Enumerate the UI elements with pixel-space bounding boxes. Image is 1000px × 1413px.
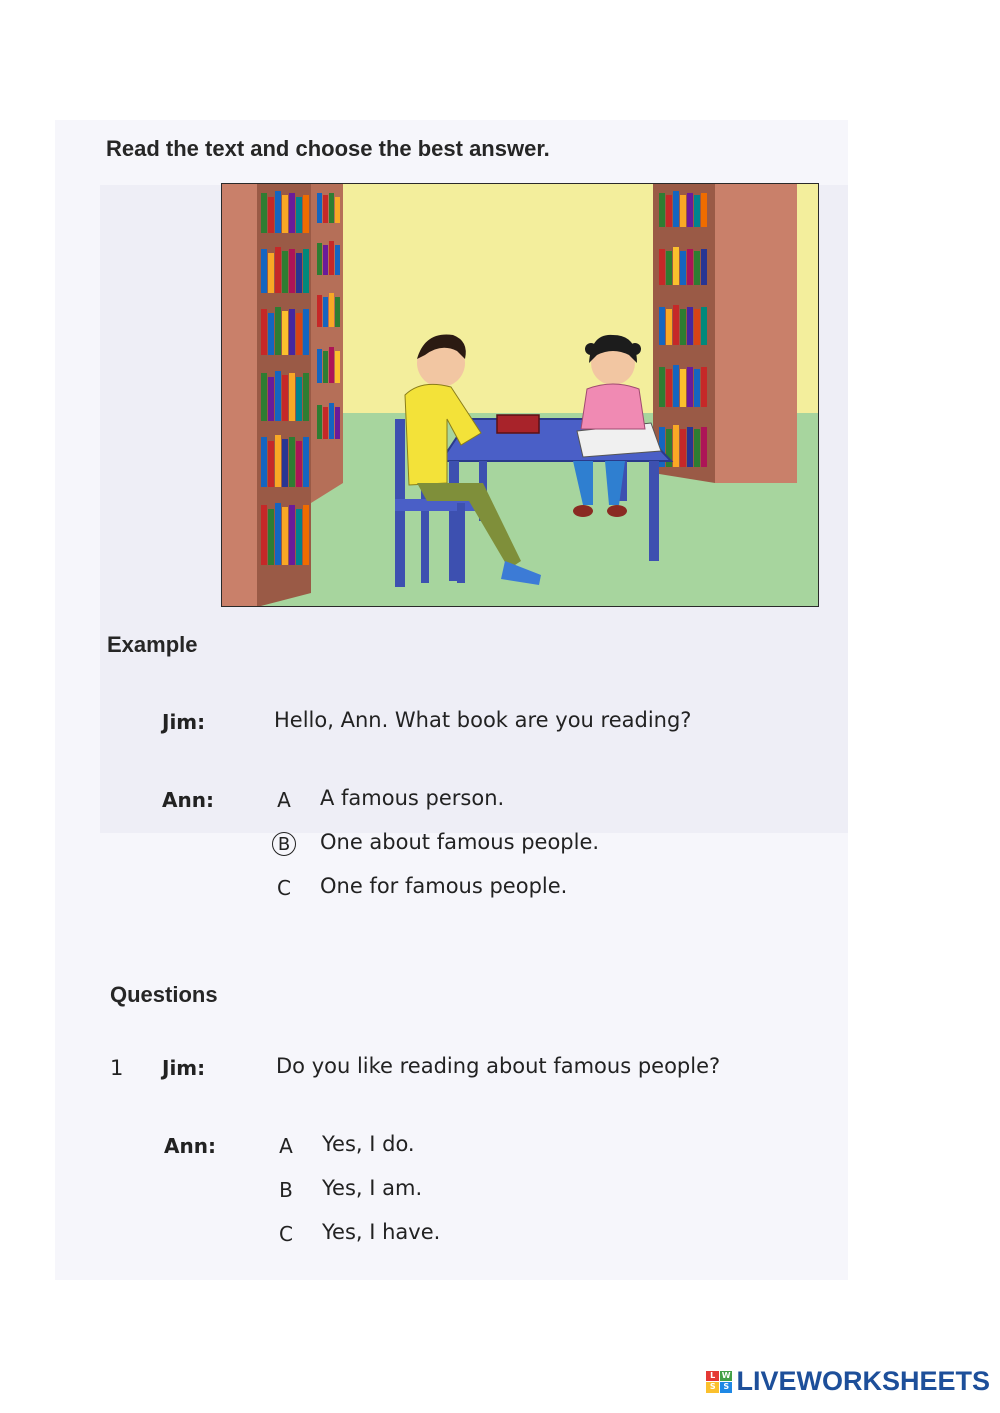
question-number: 1 bbox=[110, 1056, 124, 1080]
girl-shirt bbox=[581, 384, 645, 429]
question-option-letter-b[interactable]: B bbox=[279, 1178, 293, 1202]
table-leg bbox=[649, 461, 659, 561]
left-bookcase-inner bbox=[311, 183, 343, 503]
example-option-text-a: A famous person. bbox=[320, 786, 505, 810]
example-option-text-b: One about famous people. bbox=[320, 830, 600, 854]
example-speaker-jim: Jim: bbox=[162, 710, 206, 734]
liveworksheets-logo-text: LIVEWORKSHEETS bbox=[736, 1366, 990, 1396]
example-option-text-c: One for famous people. bbox=[320, 874, 568, 898]
book-stack bbox=[497, 415, 539, 433]
questions-heading: Questions bbox=[110, 982, 218, 1007]
example-option-letter-b-selected[interactable]: B bbox=[272, 832, 296, 856]
example-question: Hello, Ann. What book are you reading? bbox=[274, 708, 692, 732]
example-heading: Example bbox=[107, 632, 198, 657]
question-text: Do you like reading about famous people? bbox=[276, 1054, 721, 1078]
question-speaker-ann: Ann: bbox=[164, 1134, 216, 1158]
library-illustration bbox=[221, 183, 819, 607]
question-option-letter-a[interactable]: A bbox=[279, 1134, 293, 1158]
question-option-letter-c[interactable]: C bbox=[279, 1222, 293, 1246]
question-option-text-b[interactable]: Yes, I am. bbox=[322, 1176, 423, 1200]
question-option-text-a[interactable]: Yes, I do. bbox=[322, 1132, 415, 1156]
example-option-letter-c[interactable]: C bbox=[277, 876, 291, 900]
liveworksheets-logo-icon: L W S S bbox=[706, 1371, 732, 1393]
liveworksheets-logo[interactable] bbox=[706, 1366, 990, 1397]
example-speaker-ann: Ann: bbox=[162, 788, 214, 812]
right-bookcase-side bbox=[715, 183, 797, 483]
example-option-letter-a[interactable]: A bbox=[277, 788, 291, 812]
instruction-heading: Read the text and choose the best answer. bbox=[106, 136, 550, 161]
question-speaker-jim: Jim: bbox=[162, 1056, 206, 1080]
girl-shoe bbox=[573, 505, 593, 517]
left-bookcase-side bbox=[221, 183, 257, 607]
question-option-text-c[interactable]: Yes, I have. bbox=[322, 1220, 441, 1244]
